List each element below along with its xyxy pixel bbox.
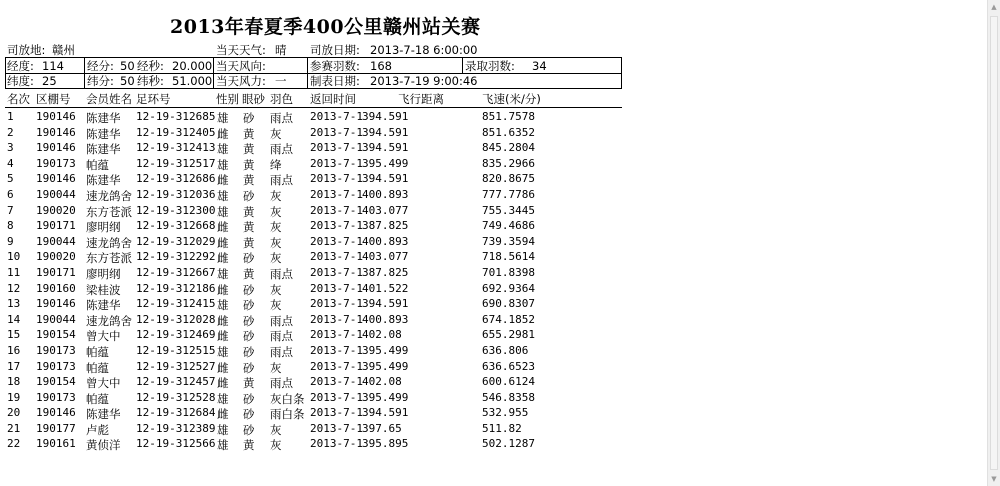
cell-eye: 砂 (243, 329, 255, 344)
cell-eye: 砂 (243, 282, 255, 297)
cell-area: 190154 (36, 328, 76, 342)
cell-member: 卢彪 (86, 422, 109, 437)
report-title: 2013年春夏季400公里赣州站关赛 (170, 16, 481, 38)
cell-rank: 21 (7, 421, 21, 435)
made-date-value: 2013-7-19 9:00:46 (370, 74, 478, 88)
cell-area: 190146 (36, 125, 76, 139)
cell-ring: 12-19-312469 (136, 328, 216, 342)
cell-return-time: 2013-7-1 (310, 250, 363, 264)
cell-speed: 820.8675 (482, 172, 535, 186)
cell-color: 雨点 (270, 173, 293, 188)
col-header-sex: 性别 (216, 92, 239, 106)
cell-ring: 12-19-312684 (136, 406, 216, 420)
cell-member: 帕蕴 (86, 344, 109, 359)
entries-value: 168 (370, 59, 392, 73)
cell-sex: 雌 (217, 220, 229, 235)
cell-distance: 400.893 (362, 234, 409, 248)
cell-eye: 黄 (243, 157, 255, 172)
lat-min-value: 50 (120, 74, 135, 88)
cell-sex: 雌 (217, 251, 229, 266)
cell-speed: 851.7578 (482, 110, 535, 123)
cell-return-time: 2013-7-1 (310, 328, 363, 342)
cell-rank: 14 (7, 312, 21, 326)
cell-sex: 雌 (217, 126, 229, 141)
cell-distance: 387.825 (362, 219, 409, 233)
prizes-value: 34 (532, 59, 547, 73)
col-header-distance: 飞行距离 (398, 92, 444, 106)
cell-speed: 511.82 (482, 421, 522, 435)
cell-ring: 12-19-312527 (136, 359, 216, 373)
cell-distance: 403.077 (362, 250, 409, 264)
cell-member: 速龙鸽舍 (86, 188, 132, 203)
cell-sex: 雌 (217, 360, 229, 375)
prizes-label: 录取羽数: (465, 59, 515, 73)
cell-ring: 12-19-312667 (136, 265, 216, 279)
cell-area: 190171 (36, 265, 76, 279)
cell-return-time: 2013-7-1 (310, 343, 363, 357)
cell-rank: 22 (7, 437, 21, 451)
cell-color: 雨点 (270, 111, 293, 125)
col-header-return-time: 返回时间 (310, 92, 356, 106)
longitude-label: 经度: (7, 59, 34, 73)
cell-distance: 394.591 (362, 297, 409, 311)
cell-color: 灰 (270, 298, 282, 313)
cell-distance: 403.077 (362, 203, 409, 217)
cell-speed: 600.6124 (482, 375, 535, 389)
cell-color: 绛 (270, 157, 282, 172)
cell-member: 东方苍派 (86, 251, 132, 266)
lat-min-label: 纬分: (87, 74, 114, 88)
cell-speed: 749.4686 (482, 219, 535, 233)
cell-ring: 12-19-312292 (136, 250, 216, 264)
info-vline (5, 57, 6, 88)
cell-eye: 砂 (243, 344, 255, 359)
cell-ring: 12-19-312029 (136, 234, 216, 248)
cell-distance: 394.591 (362, 406, 409, 420)
cell-eye: 砂 (243, 391, 255, 406)
cell-return-time: 2013-7-1 (310, 172, 363, 186)
cell-sex: 雌 (217, 173, 229, 188)
cell-return-time: 2013-7-1 (310, 234, 363, 248)
cell-speed: 845.2804 (482, 141, 535, 155)
info-divider (5, 88, 622, 89)
cell-eye: 砂 (243, 298, 255, 313)
cell-return-time: 2013-7-1 (310, 437, 363, 451)
cell-area: 190044 (36, 234, 76, 248)
cell-speed: 701.8398 (482, 265, 535, 279)
latitude-value: 25 (42, 74, 57, 88)
cell-ring: 12-19-312300 (136, 203, 216, 217)
header-divider (5, 107, 622, 108)
cell-area: 190146 (36, 110, 76, 123)
cell-color: 灰 (270, 360, 282, 375)
cell-rank: 2 (7, 125, 14, 139)
cell-rank: 19 (7, 390, 21, 404)
cell-distance: 395.499 (362, 359, 409, 373)
longitude-value: 114 (42, 59, 64, 73)
cell-distance: 394.591 (362, 125, 409, 139)
cell-color: 灰 (270, 282, 282, 297)
made-date-label: 制表日期: (310, 74, 360, 88)
cell-ring: 12-19-312668 (136, 219, 216, 233)
cell-sex: 雄 (217, 438, 229, 453)
cell-rank: 8 (7, 219, 14, 233)
cell-rank: 6 (7, 187, 14, 201)
cell-sex: 雄 (217, 422, 229, 437)
cell-sex: 雌 (217, 282, 229, 297)
cell-eye: 黄 (243, 173, 255, 188)
lat-sec-value: 51.000 (172, 74, 213, 88)
cell-sex: 雄 (217, 157, 229, 172)
cell-distance: 394.591 (362, 141, 409, 155)
cell-member: 曾大中 (86, 376, 121, 391)
cell-area: 190173 (36, 390, 76, 404)
col-header-member: 会员姓名 (86, 92, 132, 106)
cell-member: 帕蕴 (86, 391, 109, 406)
cell-eye: 砂 (243, 111, 255, 125)
col-header-color: 羽色 (270, 92, 293, 106)
cell-color: 雨点 (270, 329, 293, 344)
cell-area: 190146 (36, 297, 76, 311)
wind-dir-label: 当天风向: (216, 59, 266, 73)
cell-rank: 15 (7, 328, 21, 342)
cell-speed: 777.7786 (482, 187, 535, 201)
wind-force-value: 一 (275, 74, 287, 88)
cell-ring: 12-19-312685 (136, 110, 216, 123)
cell-member: 陈建华 (86, 111, 121, 125)
cell-eye: 砂 (243, 313, 255, 328)
cell-color: 灰 (270, 126, 282, 141)
cell-rank: 17 (7, 359, 21, 373)
cell-distance: 395.499 (362, 390, 409, 404)
cell-return-time: 2013-7-1 (310, 187, 363, 201)
cell-eye: 黄 (243, 142, 255, 157)
cell-speed: 739.3594 (482, 234, 535, 248)
release-place-value: 赣州 (52, 43, 75, 57)
cell-speed: 636.6523 (482, 359, 535, 373)
cell-color: 雨白条 (270, 407, 305, 422)
col-header-speed: 飞速(米/分) (482, 92, 541, 106)
scroll-down-arrow-icon[interactable]: ▼ (991, 475, 997, 483)
cell-area: 190161 (36, 437, 76, 451)
cell-rank: 18 (7, 375, 21, 389)
release-date-label: 司放日期: (310, 43, 360, 57)
cell-ring: 12-19-312028 (136, 312, 216, 326)
cell-ring: 12-19-312405 (136, 125, 216, 139)
info-vline (462, 57, 463, 73)
cell-speed: 755.3445 (482, 203, 535, 217)
cell-color: 雨点 (270, 142, 293, 157)
cell-member: 梁桂波 (86, 282, 121, 297)
cell-speed: 502.1287 (482, 437, 535, 451)
cell-ring: 12-19-312457 (136, 375, 216, 389)
cell-area: 190173 (36, 343, 76, 357)
long-sec-value: 20.000 (172, 59, 213, 73)
vertical-scrollbar[interactable] (987, 0, 1000, 486)
cell-eye: 砂 (243, 422, 255, 437)
cell-color: 雨点 (270, 344, 293, 359)
weather-label: 当天天气: (216, 43, 266, 57)
cell-ring: 12-19-312528 (136, 390, 216, 404)
cell-ring: 12-19-312036 (136, 187, 216, 201)
cell-eye: 黄 (243, 220, 255, 235)
cell-rank: 4 (7, 156, 14, 170)
info-vline (213, 57, 214, 88)
cell-area: 190160 (36, 281, 76, 295)
cell-eye: 黄 (243, 266, 255, 281)
cell-return-time: 2013-7-1 (310, 110, 363, 123)
cell-distance: 397.65 (362, 421, 402, 435)
long-sec-label: 经秒: (137, 59, 164, 73)
cell-return-time: 2013-7-1 (310, 125, 363, 139)
cell-return-time: 2013-7-1 (310, 219, 363, 233)
cell-distance: 400.893 (362, 187, 409, 201)
cell-distance: 395.499 (362, 156, 409, 170)
cell-rank: 3 (7, 141, 14, 155)
cell-color: 灰 (270, 422, 282, 437)
cell-member: 帕蕴 (86, 360, 109, 375)
cell-eye: 砂 (243, 360, 255, 375)
latitude-label: 纬度: (7, 74, 34, 88)
release-place-label: 司放地: (7, 43, 46, 57)
cell-member: 速龙鸽舍 (86, 235, 132, 250)
cell-rank: 12 (7, 281, 21, 295)
cell-speed: 532.955 (482, 406, 529, 420)
col-header-eye: 眼砂 (242, 92, 265, 106)
col-header-rank: 名次 (7, 92, 30, 106)
cell-color: 灰 (270, 188, 282, 203)
cell-ring: 12-19-312517 (136, 156, 216, 170)
wind-force-label: 当天风力: (216, 74, 266, 88)
cell-member: 陈建华 (86, 173, 121, 188)
cell-return-time: 2013-7-1 (310, 141, 363, 155)
cell-speed: 674.1852 (482, 312, 535, 326)
cell-color: 灰 (270, 235, 282, 250)
cell-color: 雨点 (270, 313, 293, 328)
cell-ring: 12-19-312413 (136, 141, 216, 155)
cell-color: 灰 (270, 438, 282, 453)
cell-distance: 395.895 (362, 437, 409, 451)
cell-return-time: 2013-7-1 (310, 406, 363, 420)
cell-sex: 雄 (217, 188, 229, 203)
cell-return-time: 2013-7-1 (310, 156, 363, 170)
cell-area: 190173 (36, 156, 76, 170)
info-divider (5, 57, 622, 58)
info-vline (84, 57, 85, 88)
cell-member: 陈建华 (86, 298, 121, 313)
cell-distance: 394.591 (362, 172, 409, 186)
cell-area: 190146 (36, 141, 76, 155)
cell-area: 190020 (36, 203, 76, 217)
cell-area: 190044 (36, 312, 76, 326)
cell-color: 雨点 (270, 266, 293, 281)
cell-rank: 20 (7, 406, 21, 420)
cell-ring: 12-19-312566 (136, 437, 216, 451)
cell-member: 帕蕴 (86, 157, 109, 172)
cell-distance: 400.893 (362, 312, 409, 326)
cell-area: 190146 (36, 406, 76, 420)
cell-rank: 9 (7, 234, 14, 248)
cell-sex: 雌 (217, 407, 229, 422)
cell-sex: 雄 (217, 298, 229, 313)
cell-area: 190020 (36, 250, 76, 264)
cell-ring: 12-19-312389 (136, 421, 216, 435)
cell-speed: 655.2981 (482, 328, 535, 342)
entries-label: 参赛羽数: (310, 59, 360, 73)
cell-member: 东方苍派 (86, 204, 132, 219)
cell-sex: 雌 (217, 329, 229, 344)
cell-speed: 718.5614 (482, 250, 535, 264)
cell-distance: 401.522 (362, 281, 409, 295)
info-vline (621, 57, 622, 88)
cell-sex: 雌 (217, 313, 229, 328)
cell-member: 陈建华 (86, 126, 121, 141)
cell-eye: 砂 (243, 251, 255, 266)
long-min-label: 经分: (87, 59, 114, 73)
cell-ring: 12-19-312186 (136, 281, 216, 295)
cell-eye: 黄 (243, 204, 255, 219)
cell-area: 190173 (36, 359, 76, 373)
cell-sex: 雄 (217, 142, 229, 157)
cell-eye: 黄 (243, 235, 255, 250)
cell-speed: 546.8358 (482, 390, 535, 404)
cell-speed: 835.2966 (482, 156, 535, 170)
cell-sex: 雄 (217, 266, 229, 281)
cell-area: 190171 (36, 219, 76, 233)
cell-eye: 砂 (243, 188, 255, 203)
cell-member: 陈建华 (86, 142, 121, 157)
col-header-area: 区棚号 (36, 92, 71, 106)
cell-return-time: 2013-7-1 (310, 375, 363, 389)
cell-speed: 692.9364 (482, 281, 535, 295)
cell-distance: 402.08 (362, 375, 402, 389)
cell-area: 190044 (36, 187, 76, 201)
cell-sex: 雌 (217, 235, 229, 250)
cell-return-time: 2013-7-1 (310, 359, 363, 373)
lat-sec-label: 纬秒: (137, 74, 164, 88)
cell-rank: 13 (7, 297, 21, 311)
cell-speed: 636.806 (482, 343, 529, 357)
cell-member: 廖明纲 (86, 220, 121, 235)
release-date-value: 2013-7-18 6:00:00 (370, 43, 478, 57)
cell-eye: 砂 (243, 407, 255, 422)
cell-distance: 387.825 (362, 265, 409, 279)
cell-sex: 雌 (217, 376, 229, 391)
cell-return-time: 2013-7-1 (310, 203, 363, 217)
cell-ring: 12-19-312415 (136, 297, 216, 311)
cell-return-time: 2013-7-1 (310, 421, 363, 435)
cell-sex: 雄 (217, 391, 229, 406)
cell-rank: 16 (7, 343, 21, 357)
cell-rank: 7 (7, 203, 14, 217)
cell-color: 雨点 (270, 376, 293, 391)
cell-color: 灰 (270, 220, 282, 235)
info-vline (307, 57, 308, 88)
cell-member: 黄侦洋 (86, 438, 121, 453)
cell-member: 廖明纲 (86, 266, 121, 281)
cell-sex: 雄 (217, 344, 229, 359)
cell-return-time: 2013-7-1 (310, 265, 363, 279)
cell-return-time: 2013-7-1 (310, 281, 363, 295)
cell-distance: 394.591 (362, 110, 409, 123)
cell-rank: 11 (7, 265, 21, 279)
col-header-ring: 足环号 (136, 92, 171, 106)
weather-value: 晴 (275, 43, 287, 57)
cell-member: 陈建华 (86, 407, 121, 422)
cell-area: 190154 (36, 375, 76, 389)
cell-member: 速龙鸽舍 (86, 313, 132, 328)
cell-distance: 402.08 (362, 328, 402, 342)
cell-area: 190177 (36, 421, 76, 435)
cell-speed: 690.8307 (482, 297, 535, 311)
cell-area: 190146 (36, 172, 76, 186)
cell-eye: 黄 (243, 376, 255, 391)
cell-member: 曾大中 (86, 329, 121, 344)
cell-eye: 黄 (243, 126, 255, 141)
long-min-value: 50 (120, 59, 135, 73)
cell-rank: 5 (7, 172, 14, 186)
cell-rank: 10 (7, 250, 21, 264)
scrollbar-thumb[interactable] (990, 16, 998, 470)
cell-return-time: 2013-7-1 (310, 297, 363, 311)
cell-ring: 12-19-312515 (136, 343, 216, 357)
cell-color: 灰 (270, 204, 282, 219)
cell-sex: 雄 (217, 204, 229, 219)
cell-return-time: 2013-7-1 (310, 312, 363, 326)
cell-ring: 12-19-312686 (136, 172, 216, 186)
cell-color: 灰白条 (270, 391, 305, 406)
scroll-up-arrow-icon[interactable]: ▲ (991, 3, 997, 11)
cell-color: 灰 (270, 251, 282, 266)
cell-eye: 黄 (243, 438, 255, 453)
cell-sex: 雄 (217, 111, 229, 125)
cell-speed: 851.6352 (482, 125, 535, 139)
cell-distance: 395.499 (362, 343, 409, 357)
cell-rank: 1 (7, 110, 14, 123)
cell-return-time: 2013-7-1 (310, 390, 363, 404)
